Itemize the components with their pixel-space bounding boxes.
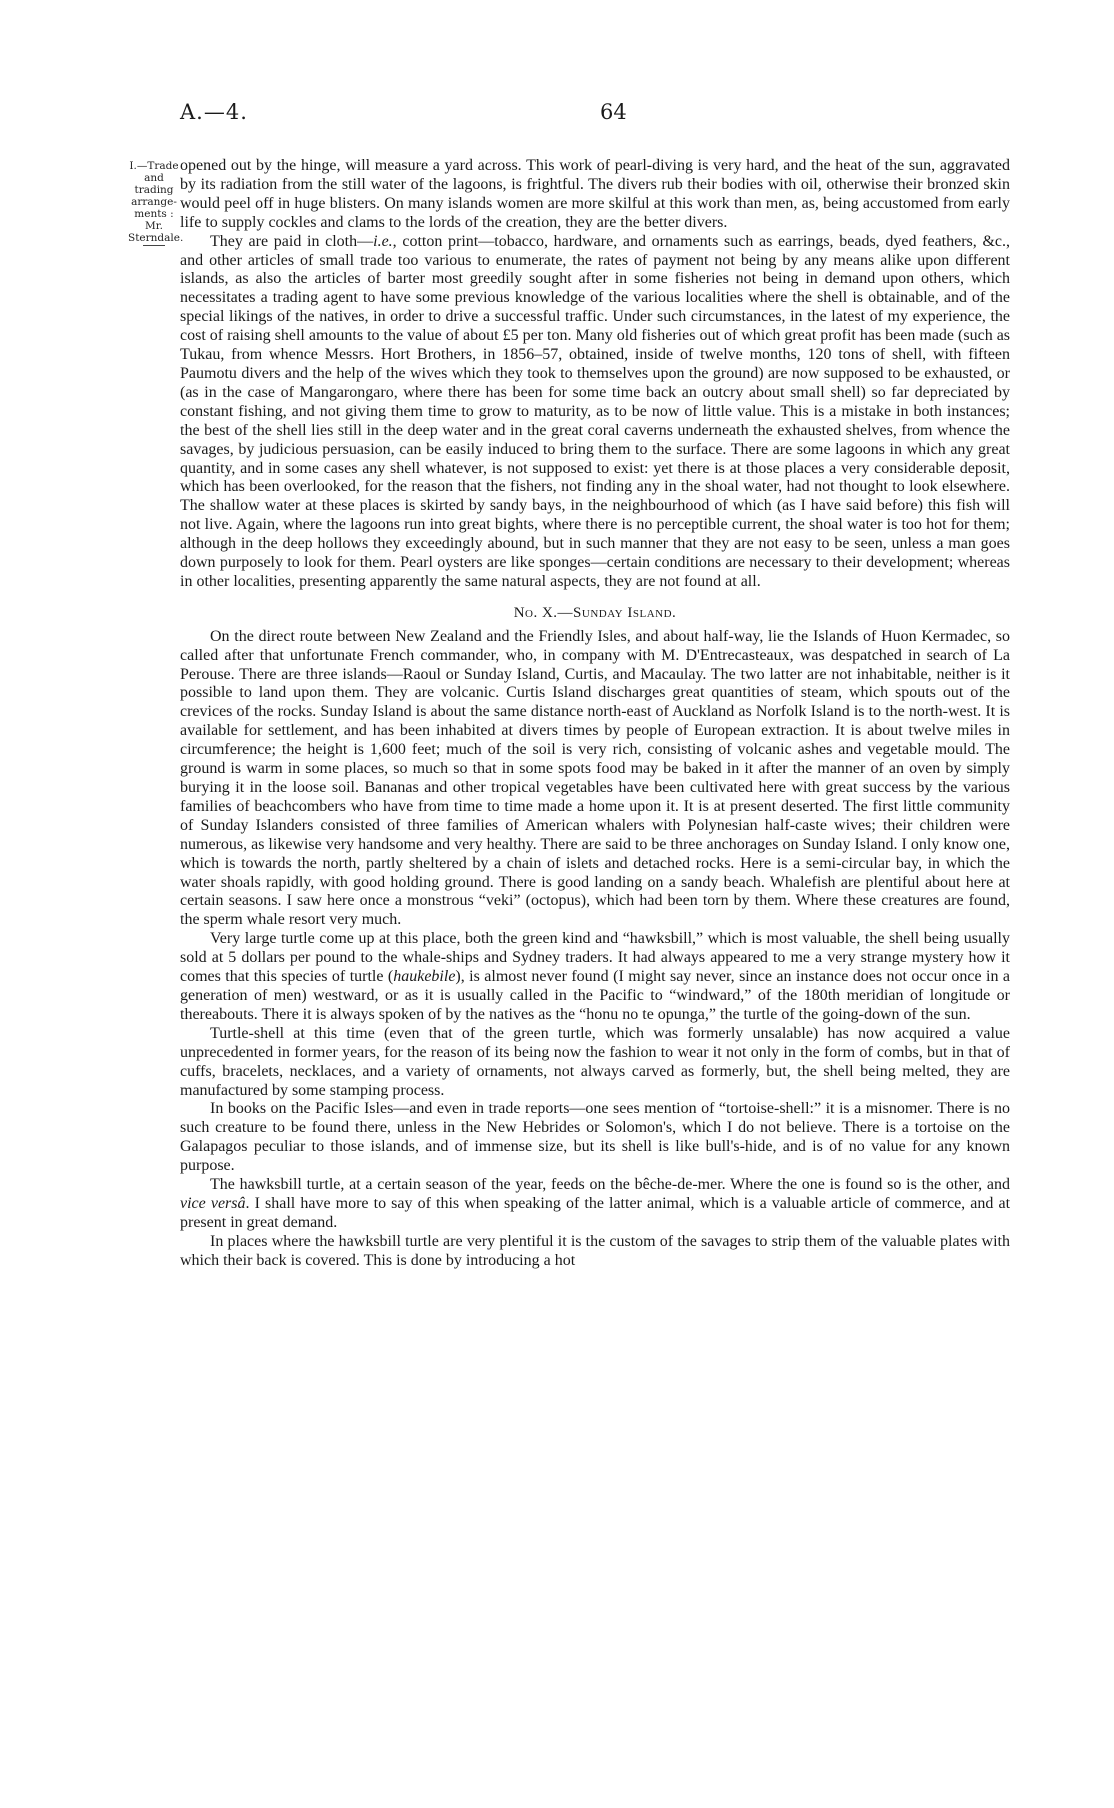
- margin-note: [128, 160, 184, 246]
- document-code: A.—4.: [180, 100, 248, 124]
- page-number: 64: [600, 100, 627, 124]
- italic-run: i.e.: [373, 232, 393, 250]
- paragraph: [180, 233, 1010, 592]
- margin-note-line: Mr. Sterndale.: [128, 220, 184, 244]
- italic-run: vice versâ: [180, 1194, 246, 1212]
- margin-note-rule: [143, 245, 165, 246]
- paragraph: [180, 1176, 1010, 1233]
- paragraph: On the direct route between New Zealand and the Friendly Isles, and about half-way, lie the Islands of Huon Kermadec, so called after that unfortunate French commander, who, in company with M. D'Entrecasteaux, was despatched in search of La Perouse. There are three islands—Raoul or Sunday Island, Curtis, and Macaulay. The two latter are not inhabitable, neither is it possible to land upon them. They are volcanic. Curtis Island discharges great quantities of steam, which spouts out of the crevices of the rocks. Sunday Island is about the same distance north-east of Auckland as Norfolk Island is to the north-west. It is available for settlement, and has been inhabited at divers times by people of European extraction. It is about twelve miles in circumference; the height is 1,600 feet; much of the soil is very rich, consisting of volcanic ashes and vegetable mould. The ground is warm in some places, so much so that in some spots food may be baked in it after the manner of an oven by simply burying it in the loose soil. Bananas and other tropical vegetables have been cultivated here with great success by the various families of beachcombers who have from time to time made a home upon it. It is at present deserted. The first little community of Sunday Islanders consisted of three families of American whalers with Polynesian half-caste wives; their children were numerous, as likewise very handsome and very healthy. There are said to be three anchorages on Sunday Island. I only know one, which is towards the north, partly sheltered by a chain of islets and detached rocks. Here is a semi-circular bay, in which the water shoals rapidly, with good holding ground. There is good landing on a sandy beach. Whalefish are plentiful about here at certain seasons. I saw here once a monstrous “veki” (octopus), which had been torn by them. Where these creatures are found, the sperm whale resort very much.: [180, 627, 1010, 929]
- text-run: They are paid in cloth—: [210, 232, 374, 250]
- margin-note-line: ments :: [134, 208, 174, 220]
- paragraph: Turtle-shell at this time (even that of the green turtle, which was formerly unsalable) has now acquired a value unprecedented in former years, for the reason of its being now the fashion to wear it not only in the form of combs, but in that of cuffs, bracelets, necklaces, and a variety of ornaments, not always carved as formerly, but, the shell being melted, they are manufactured by some stamping process.: [180, 1024, 1010, 1099]
- margin-note-line: trading arrange-: [131, 184, 177, 208]
- paragraph: In books on the Pacific Isles—and even in trade reports—one sees mention of “tortoise-shell:” it is a misnomer. There is no such creature to be found there, unless in the New Hebrides or Solomon's, which I do not believe. There is a tortoise on the Galapagos peculiar to those islands, and of immense size, but its shell is like bull's-hide, and is of no value for any known purpose.: [180, 1100, 1010, 1175]
- paragraph: opened out by the hinge, will measure a yard across. This work of pearl-diving is very hard, and the heat of the sun, aggravated by its radiation from the still water of the lagoons, is frightful. The divers rub their bodies with oil, otherwise their bronzed skin would peel off in huge blisters. On many islands women are more skilful at this work than men, as, being accustomed from early life to supply cockles and clams to the lords of the creation, they are the better divers.: [180, 157, 1010, 231]
- body-text: [180, 157, 1010, 1271]
- page-header: [180, 100, 1010, 130]
- paragraph: [180, 930, 1010, 1025]
- paragraph: In places where the hawksbill turtle are very plentiful it is the custom of the savages to strip them of the valuable plates with which their back is covered. This is done by introducing a hot: [180, 1232, 1010, 1269]
- italic-run: haukebile: [393, 968, 456, 986]
- text-run: Very large turtle come up at this place, both the green kind and “hawksbill,” which is most valuable, the shell being usually sold at 5 dollars per pound to the whale-ships and Sydney traders. It had always appeared to me a very strange mystery how it comes that this species of turtle (: [180, 930, 1010, 986]
- margin-note-line: I.—Trade and: [129, 160, 179, 184]
- section-title: No. X.—Sunday Island.: [513, 604, 677, 621]
- text-run: The hawksbill turtle, at a certain season of the year, feeds on the bêche-de-mer. Where the one is found so is the other, and: [210, 1176, 1010, 1194]
- text-run: ), is almost never found (I might say never, since an instance does not occur once in a generation of men) westward, or as it is usually called in the Pacific to “windward,” of the 180th meridian of longitude or thereabouts. There it is always spoken of by the natives as the “honu no te opunga,” the turtle of the going-down of the sun.: [180, 968, 1011, 1023]
- text-run: , cotton print—tobacco, hardware, and ornaments such as earrings, beads, dyed feathers, &c., and other articles of small trade too various to enumerate, the rates of payment not being by any means alike upon different islands, as also the articles of barter most greedily sought after in some fisheries not being in demand upon others, which necessitates a trading agent to have some previous knowledge of the various localities where the shell is obtainable, and of the special likings of the natives, in order to drive a successful traffic. Under such circumstances, in the latest of my experience, the cost of raising shell amounts to the value of about £5 per ton. Many old fisheries out of which great profit has been made (such as Tukau, from whence Messrs. Hort Brothers, in 1856–57, obtained, inside of twelve months, 120 tons of shell, with fifteen Paumotu divers and the help of the wives which they took to themselves upon the ground) are now supposed to be exhausted, or (as in the case of Mangarongaro, where there has been for some time back an outcry about small shell) so far depreciated by constant fishing, and not giving them time to grow to maturity, as to be now of little value. This is a mistake in both instances; the best of the shell lies still in the deep water and in the great coral caverns underneath the exhausted shelves, from whence the savages, by judicious persuasion, can be easily induced to bring them to the surface. There are some lagoons in which any great quantity, and in some cases any shell whatever, is not supposed to exist: yet there is at those places a very considerable deposit, which has been overlooked, for the reason that the fishers, not finding any in the shoal water, had not thought to look elsewhere. The shallow water at these places is skirted by sandy bays, in the neighbourhood of which (as I have said before) this fish will not live. Again, where the lagoons run into great bights, where there is no perceptible current, the shoal water is too hot for them; although in the deep hollows they exceedingly abound, but in such manner that they are not easy to be seen, unless a man goes down purposely to look for them. Pearl oysters are like sponges—certain conditions are necessary to their development; whereas in other localities, presenting apparently the same natural aspects, they are not found at all.: [180, 232, 1011, 590]
- text-run: . I shall have more to say of this when speaking of the latter animal, which is a valuable article of commerce, and at present in great demand.: [180, 1194, 1011, 1231]
